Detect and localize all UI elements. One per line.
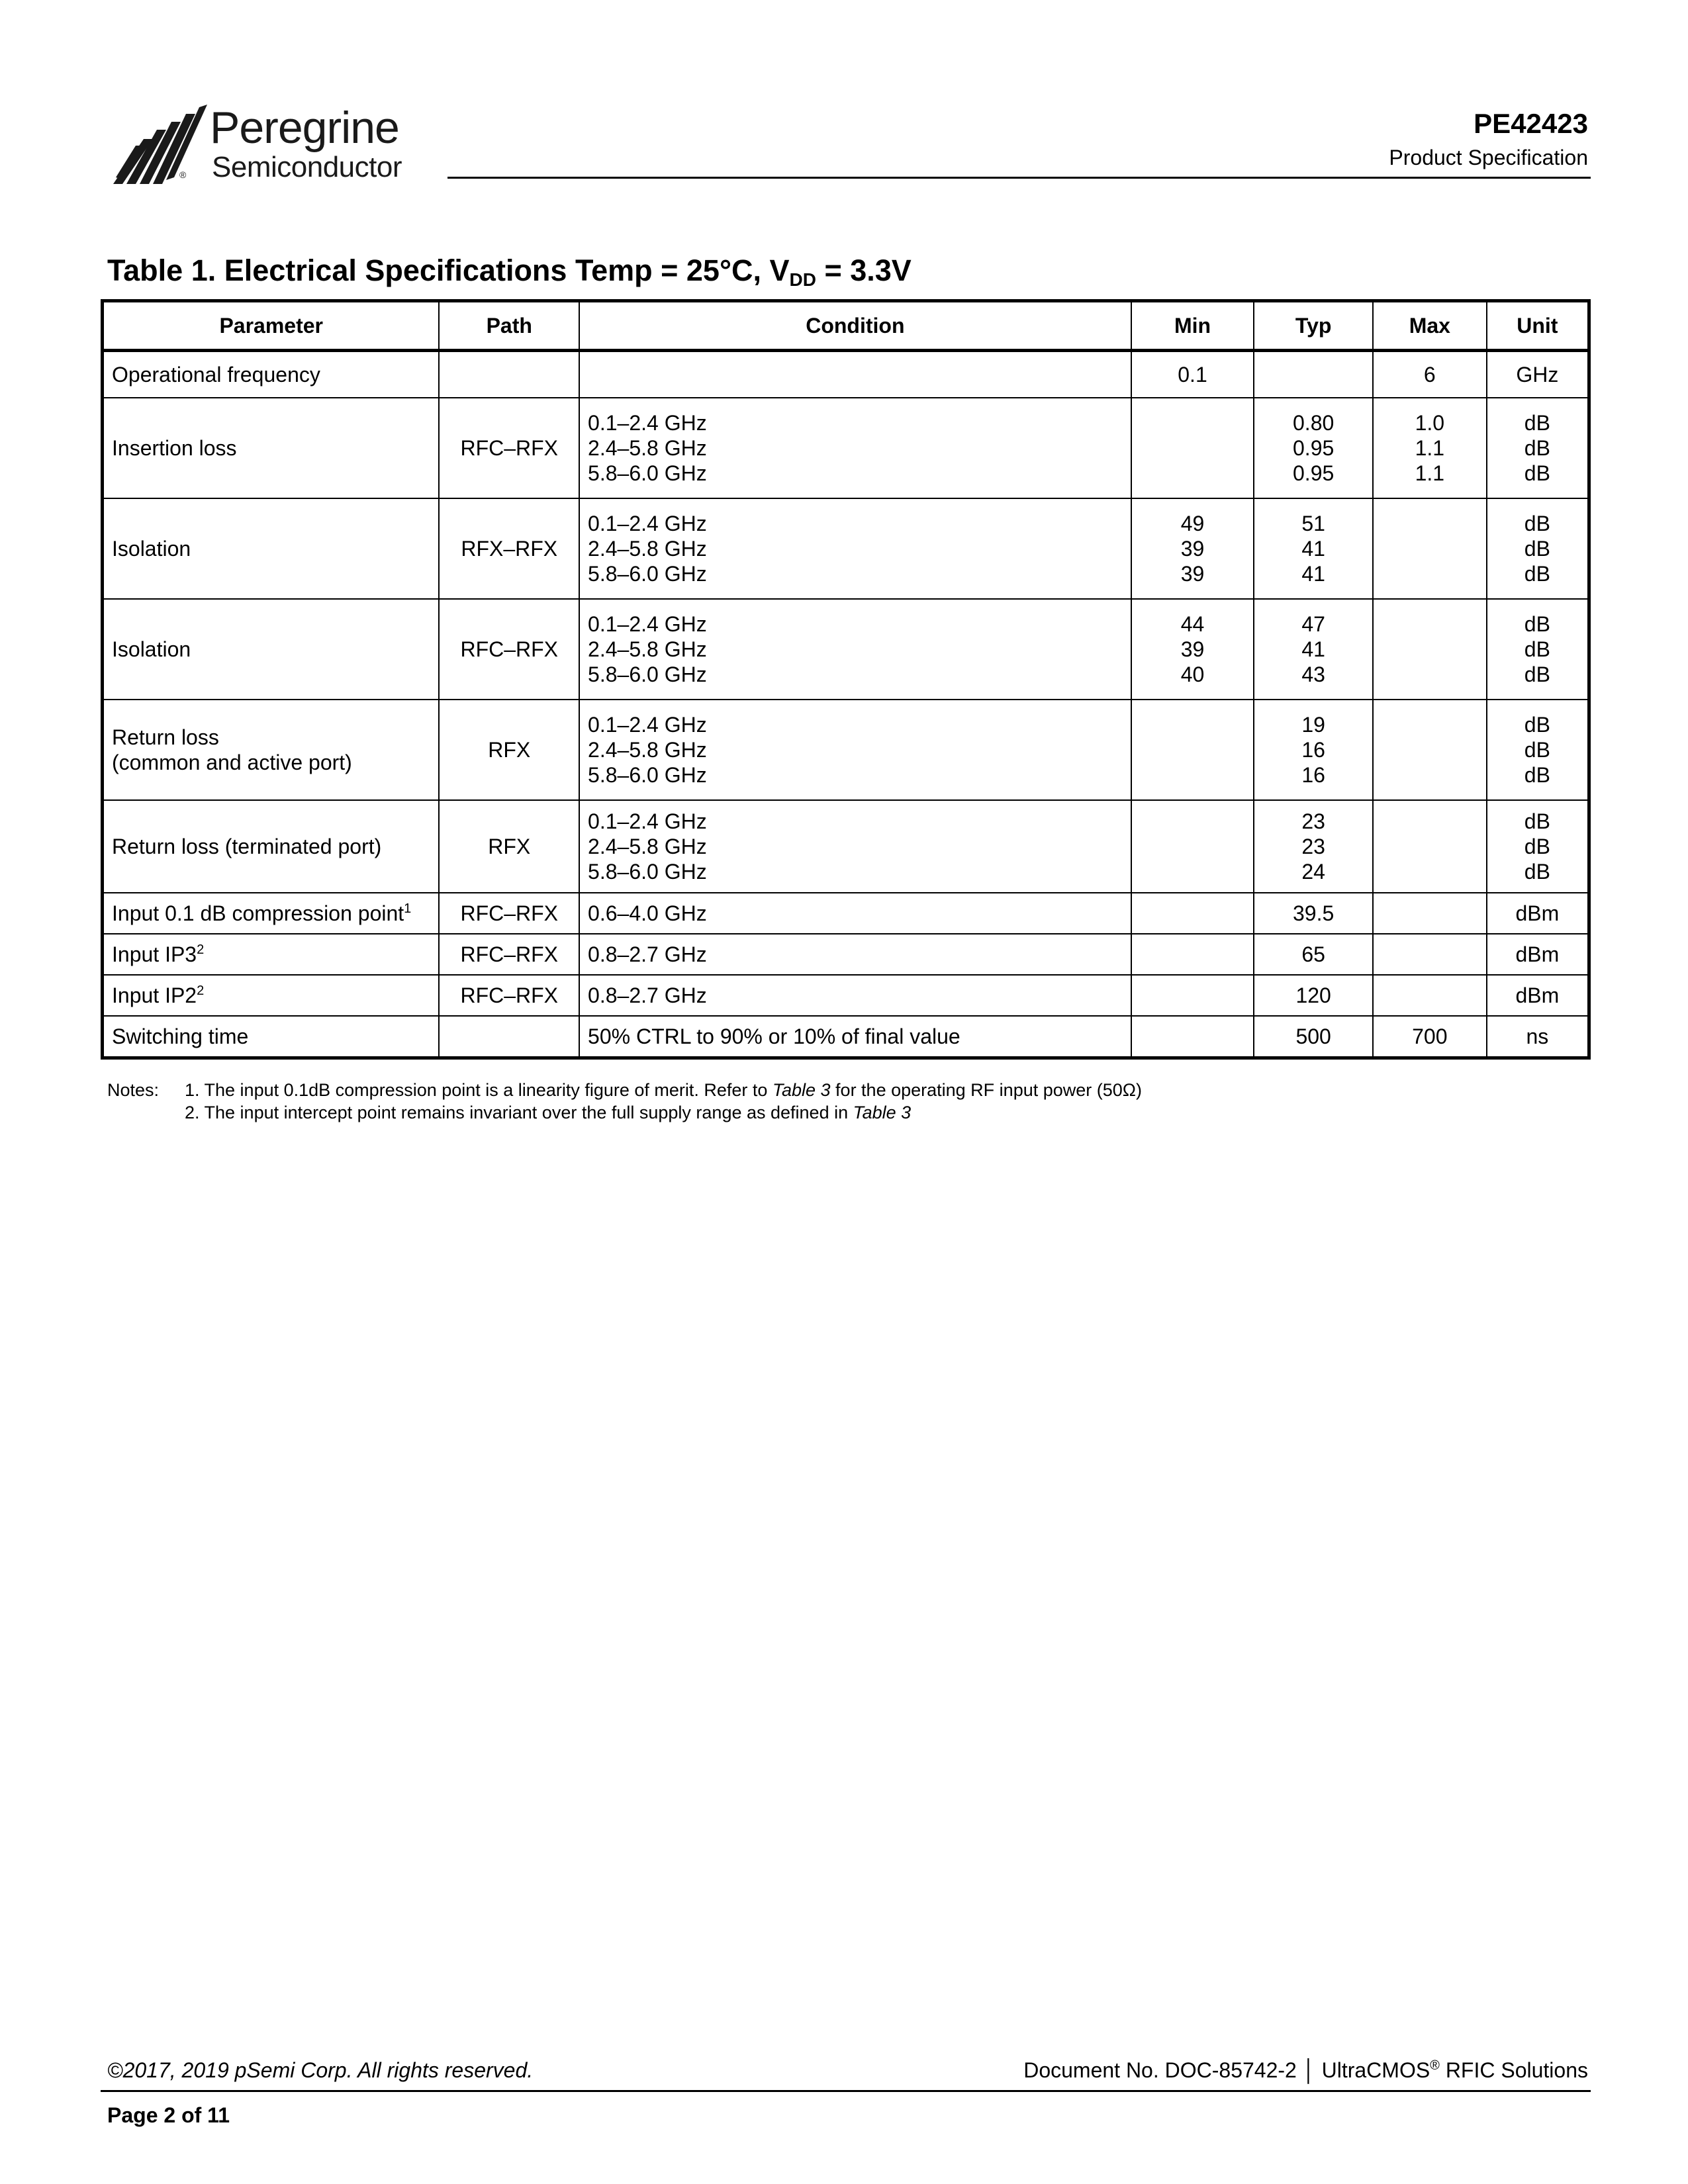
condition-cell: 0.8–2.7 GHz [579, 934, 1131, 975]
parameter-cell: Isolation [103, 498, 440, 599]
column-header: Parameter [103, 301, 440, 351]
path-cell: RFC–RFX [439, 599, 579, 700]
footnote-ref: 1 [404, 901, 412, 916]
document-number-text: Document No. DOC-85742-2 │ UltraCMOS [1023, 2058, 1430, 2082]
condition-cell: 0.1–2.4 GHz 2.4–5.8 GHz 5.8–6.0 GHz [579, 498, 1131, 599]
typ-cell: 0.80 0.95 0.95 [1254, 398, 1373, 498]
logo-name: Peregrine [210, 103, 399, 153]
table-title [107, 253, 912, 291]
max-cell [1373, 975, 1487, 1016]
path-cell: RFX [439, 700, 579, 800]
peregrine-logo [109, 99, 400, 192]
column-header: Unit [1487, 301, 1589, 351]
unit-cell: dB dB dB [1487, 398, 1589, 498]
registered-mark: ® [1430, 2058, 1440, 2073]
max-cell: 6 [1373, 351, 1487, 398]
parameter-cell: Return loss (terminated port) [103, 800, 440, 893]
unit-cell: dBm [1487, 893, 1589, 934]
part-number: PE42423 [1474, 108, 1588, 139]
unit-cell: dBm [1487, 934, 1589, 975]
condition-cell: 50% CTRL to 90% or 10% of final value [579, 1016, 1131, 1058]
min-cell [1131, 934, 1254, 975]
path-cell: RFC–RFX [439, 893, 579, 934]
unit-cell: dB dB dB [1487, 800, 1589, 893]
column-header: Max [1373, 301, 1487, 351]
table-row [103, 893, 1589, 934]
logo-registered-mark: ® [179, 169, 187, 180]
note-2-text: 2. The input intercept point remains invariant over the full supply range as defined in [185, 1103, 853, 1122]
parameter-cell [103, 975, 440, 1016]
footer-rule [101, 2090, 1591, 2092]
path-cell: RFC–RFX [439, 398, 579, 498]
min-cell [1131, 1016, 1254, 1058]
column-header: Typ [1254, 301, 1373, 351]
unit-cell: dB dB dB [1487, 700, 1589, 800]
unit-cell: dB dB dB [1487, 498, 1589, 599]
unit-cell: dB dB dB [1487, 599, 1589, 700]
path-cell: RFX [439, 800, 579, 893]
copyright: ©2017, 2019 pSemi Corp. All rights reserved. [107, 2058, 534, 2082]
parameter-cell: Return loss (common and active port) [103, 700, 440, 800]
condition-cell [579, 351, 1131, 398]
max-cell [1373, 934, 1487, 975]
min-cell [1131, 398, 1254, 498]
column-header: Path [439, 301, 579, 351]
max-cell [1373, 599, 1487, 700]
note-1-tail: for the operating RF input power (50Ω) [830, 1080, 1142, 1100]
table-title-subscript: DD [789, 269, 816, 290]
min-cell [1131, 893, 1254, 934]
parameter-text: Input IP3 [112, 942, 197, 966]
path-cell: RFC–RFX [439, 975, 579, 1016]
table-row [103, 498, 1589, 599]
parameter-cell [103, 934, 440, 975]
document-number-tail: RFIC Solutions [1439, 2058, 1588, 2082]
condition-cell: 0.1–2.4 GHz 2.4–5.8 GHz 5.8–6.0 GHz [579, 398, 1131, 498]
min-cell [1131, 975, 1254, 1016]
falcon-wing-icon [109, 99, 209, 185]
electrical-spec-table [101, 299, 1591, 1060]
table-row [103, 398, 1589, 498]
path-cell: RFC–RFX [439, 934, 579, 975]
min-cell: 44 39 40 [1131, 599, 1254, 700]
condition-cell: 0.1–2.4 GHz 2.4–5.8 GHz 5.8–6.0 GHz [579, 800, 1131, 893]
typ-cell: 500 [1254, 1016, 1373, 1058]
condition-cell: 0.8–2.7 GHz [579, 975, 1131, 1016]
typ-cell: 19 16 16 [1254, 700, 1373, 800]
parameter-text: Input IP2 [112, 983, 197, 1007]
table-row [103, 800, 1589, 893]
table-title-main: Table 1. Electrical Specifications Temp = 25°C, V [107, 253, 790, 287]
typ-cell: 23 23 24 [1254, 800, 1373, 893]
min-cell [1131, 700, 1254, 800]
typ-cell: 51 41 41 [1254, 498, 1373, 599]
logo-subtitle: Semiconductor [212, 151, 402, 183]
page-number: Page 2 of 11 [107, 2103, 230, 2127]
max-cell: 1.0 1.1 1.1 [1373, 398, 1487, 498]
typ-cell: 39.5 [1254, 893, 1373, 934]
footnote-ref: 2 [197, 942, 205, 957]
table-row [103, 599, 1589, 700]
column-header: Condition [579, 301, 1131, 351]
table-3-link[interactable]: Table 3 [853, 1103, 912, 1122]
unit-cell: GHz [1487, 351, 1589, 398]
table-row [103, 700, 1589, 800]
max-cell [1373, 498, 1487, 599]
typ-cell: 65 [1254, 934, 1373, 975]
condition-cell: 0.1–2.4 GHz 2.4–5.8 GHz 5.8–6.0 GHz [579, 599, 1131, 700]
min-cell: 0.1 [1131, 351, 1254, 398]
table-row [103, 975, 1589, 1016]
typ-cell: 47 41 43 [1254, 599, 1373, 700]
parameter-text: Input 0.1 dB compression point [112, 901, 404, 925]
condition-cell: 0.1–2.4 GHz 2.4–5.8 GHz 5.8–6.0 GHz [579, 700, 1131, 800]
table-title-tail: = 3.3V [816, 253, 912, 287]
notes-label: Notes: [107, 1080, 160, 1100]
document-kind: Product Specification [1389, 146, 1588, 169]
parameter-cell: Insertion loss [103, 398, 440, 498]
max-cell [1373, 700, 1487, 800]
table-3-link[interactable]: Table 3 [772, 1080, 831, 1100]
header-rule [447, 177, 1591, 179]
path-cell [439, 1016, 579, 1058]
table-row [103, 1016, 1589, 1058]
note-1-text: 1. The input 0.1dB compression point is a linearity figure of merit. Refer to [185, 1080, 773, 1100]
max-cell: 700 [1373, 1016, 1487, 1058]
parameter-cell [103, 893, 440, 934]
note-2 [185, 1101, 911, 1124]
footnote-ref: 2 [197, 983, 205, 998]
column-header: Min [1131, 301, 1254, 351]
typ-cell [1254, 351, 1373, 398]
parameter-cell: Isolation [103, 599, 440, 700]
parameter-cell: Operational frequency [103, 351, 440, 398]
unit-cell: dBm [1487, 975, 1589, 1016]
path-cell: RFX–RFX [439, 498, 579, 599]
unit-cell: ns [1487, 1016, 1589, 1058]
table-row [103, 351, 1589, 398]
path-cell [439, 351, 579, 398]
max-cell [1373, 800, 1487, 893]
note-1 [185, 1079, 1142, 1101]
parameter-cell: Switching time [103, 1016, 440, 1058]
table-header-row [103, 301, 1589, 351]
condition-cell: 0.6–4.0 GHz [579, 893, 1131, 934]
min-cell: 49 39 39 [1131, 498, 1254, 599]
table-row [103, 934, 1589, 975]
typ-cell: 120 [1254, 975, 1373, 1016]
document-number [1023, 2058, 1588, 2083]
max-cell [1373, 893, 1487, 934]
min-cell [1131, 800, 1254, 893]
